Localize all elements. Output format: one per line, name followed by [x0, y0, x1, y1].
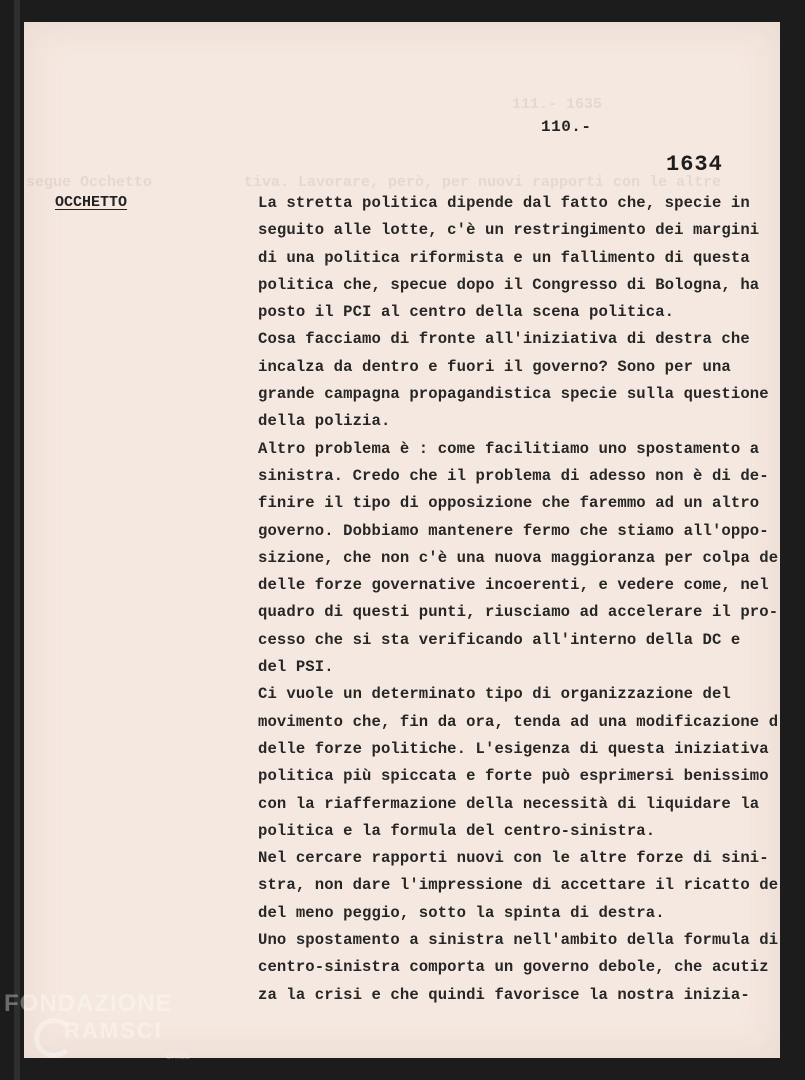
text-line: sinistra. Credo che il problema di adesso non è di de- — [258, 466, 769, 485]
watermark-line2-text: RAMSCI — [64, 1018, 163, 1043]
text-line: Nel cercare rapporti nuovi con le altre forze di sini- — [258, 849, 769, 868]
text-line: governo. Dobbiamo mantenere fermo che stiamo all'oppo- — [258, 521, 769, 540]
text-line: La stretta politica dipende dal fatto che, specie in — [258, 194, 750, 212]
text-line: cesso che si sta verificando all'interno della DC e — [258, 630, 741, 649]
text-line: posto il PCI al centro della scena politica. — [258, 303, 675, 322]
speaker-name: OCCHETTO — [55, 194, 128, 211]
text-line: politica e la formula del centro-sinistra. — [258, 821, 656, 840]
watermark-line1: FONDAZIONE — [4, 990, 173, 1017]
text-line: del PSI. — [258, 658, 334, 677]
text-line: della polizia. — [258, 412, 391, 431]
text-line: quadro di questi punti, riusciamo ad accelerare il pro- — [258, 603, 779, 622]
watermark-small: onlus — [166, 1051, 190, 1062]
speech-text — [258, 190, 778, 1009]
text-line: Uno spostamento a sinistra nell'ambito della formula di — [258, 931, 779, 950]
text-line: grande campagna propagandistica specie sulla questione — [258, 385, 769, 404]
text-line: movimento che, fin da ora, tenda ad una modificazione d — [258, 712, 779, 731]
text-line: delle forze governative incoerenti, e vedere come, nel — [258, 576, 769, 595]
text-line: sizione, che non c'è una nuova maggioranza per colpa de — [258, 548, 779, 567]
text-line: centro-sinistra comporta un governo debole, che acutiz — [258, 958, 769, 977]
text-line: politica più spiccata e forte può esprimersi benissimo — [258, 767, 769, 786]
watermark-line2 — [4, 1020, 173, 1042]
text-line: finire il tipo di opposizione che faremmo ad un altro — [258, 494, 760, 513]
document-page — [24, 22, 780, 1058]
text-line: politica che, specue dopo il Congresso di Bologna, ha — [258, 275, 760, 294]
text-line: incalza da dentro e fuori il governo? Sono per una — [258, 357, 731, 376]
stamp-number: 1634 — [666, 152, 723, 177]
text-line: Cosa facciamo di fronte all'iniziativa di destra che — [258, 330, 750, 349]
fondazione-gramsci-watermark — [4, 990, 190, 1062]
show-through-2: segue Occhetto — [26, 174, 153, 191]
text-line: delle forze politiche. L'esigenza di questa iniziativa — [258, 739, 769, 758]
text-line: Ci vuole un determinato tipo di organizzazione del — [258, 685, 731, 704]
text-line: di una politica riformista e un fallimento di questa — [258, 248, 750, 267]
text-line: del meno peggio, sotto la spinta di destra. — [258, 903, 665, 922]
scan-edge — [14, 0, 20, 1080]
text-line: con la riaffermazione della necessità di liquidare la — [258, 794, 760, 813]
text-line: za la crisi e che quindi favorisce la nostra inizia- — [258, 985, 750, 1004]
text-line: Altro problema è : come facilitiamo uno spostamento a — [258, 439, 760, 458]
show-through-3: tiva. Lavorare, però, per nuovi rapporti con le altre — [244, 174, 722, 191]
text-line: stra, non dare l'impressione di accettare il ricatto de — [258, 876, 779, 895]
show-through-1: 111.- 1635 — [512, 96, 603, 113]
page-number: 110.- — [541, 118, 592, 136]
watermark-g-icon — [34, 1018, 74, 1058]
text-line: seguito alle lotte, c'è un restringimento dei margini — [258, 221, 760, 240]
